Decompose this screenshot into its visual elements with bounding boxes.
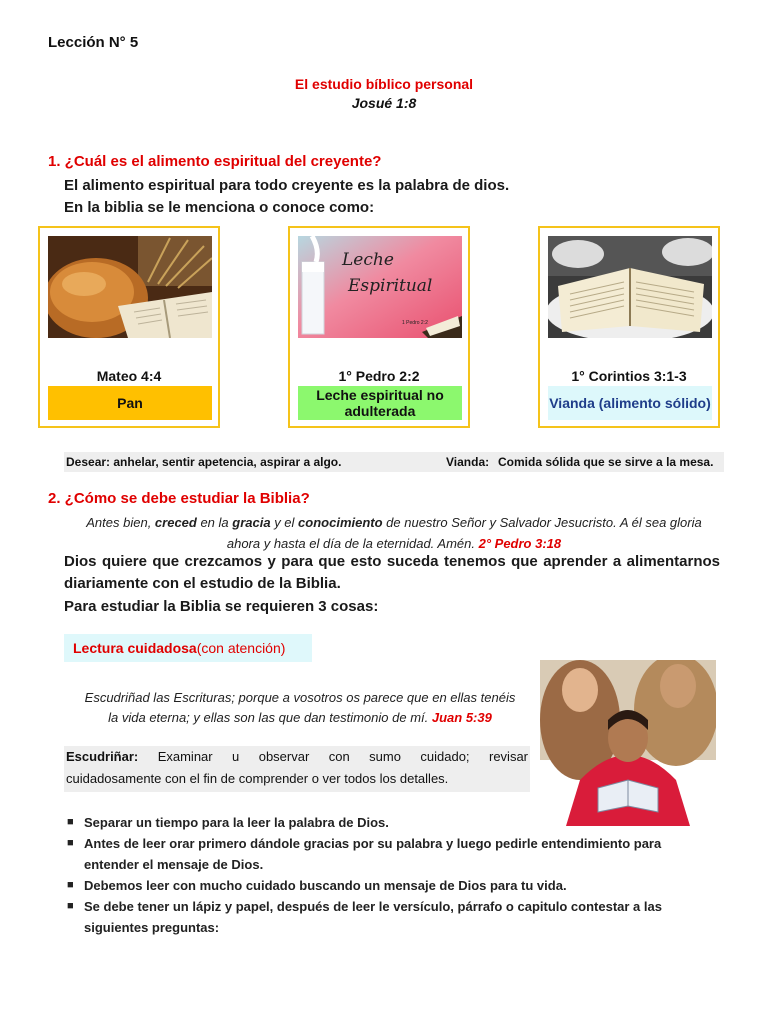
card-reference: 1° Pedro 2:2 xyxy=(338,368,420,384)
study-steps-list xyxy=(64,812,684,938)
question-2: 2. ¿Cómo se debe estudiar la Biblia? xyxy=(48,490,310,507)
card-label: Leche espiritual no adulterada xyxy=(298,386,462,420)
verse2-reference: Juan 5:39 xyxy=(431,710,492,725)
boy-reading-image xyxy=(540,660,716,826)
document-subtitle: Josué 1:8 xyxy=(351,95,417,111)
milk-image-title-1: Leche xyxy=(342,250,394,270)
verse-2-pedro: Antes bien, creced en la gracia y el conocimiento de nuestro Señor y Salvador Jesucristo. A él sea gloria ahora y hasta el día de la eternidad. Amén. 2° Pedro 3:18 xyxy=(86,515,702,551)
verse-reference: 2° Pedro 3:18 xyxy=(478,536,562,551)
careful-reading-label: Lectura cuidadosa (con atención) xyxy=(64,634,312,662)
list-item: ■ Debemos leer con mucho cuidado buscando un mensaje de Dios para tu vida. xyxy=(67,878,567,893)
bible-plate-image xyxy=(548,236,712,338)
definitions-bar xyxy=(64,452,724,472)
lesson-number: Lección N° 5 xyxy=(48,34,139,51)
section2-para1-line2: diariamente con el estudio de la Biblia. xyxy=(64,575,341,592)
card-milk xyxy=(288,226,470,428)
escudrinar-definition: Escudriñar: Examinar u observar con sumo cuidado; revisar cuidadosamente con el fin de comprender o ver todos los detalles. xyxy=(64,746,530,792)
list-item: ■ Antes de leer orar primero dándole gracias por su palabra y luego pedirle entendimiento para entender el mensaje de Dios. xyxy=(67,836,662,872)
card-label: Pan xyxy=(48,386,212,420)
definition-vianda-text: Comida sólida que se sirve a la mesa. xyxy=(498,455,714,469)
card-reference: 1° Corintios 3:1-3 xyxy=(571,368,687,384)
card-reference: Mateo 4:4 xyxy=(96,368,162,384)
section2-para2: Para estudiar la Biblia se requieren 3 cosas: xyxy=(64,598,379,615)
section1-line2: En la biblia se le menciona o conoce como: xyxy=(64,199,375,216)
section2-para1-line1: Dios quiere que crezcamos y para que esto suceda tenemos que aprender a alimentarnos xyxy=(64,553,720,570)
document-title: El estudio bíblico personal xyxy=(294,76,474,92)
card-label: Vianda (alimento sólido) xyxy=(548,386,712,420)
question-1: 1. ¿Cuál es el alimento espiritual del creyente? xyxy=(48,153,382,170)
section1-line1: El alimento espiritual para todo creyente es la palabra de dios. xyxy=(64,177,510,194)
definition-vianda-term: Vianda: xyxy=(446,455,490,469)
milk-image-caption: 1 Pedro 2:2 xyxy=(402,320,428,326)
list-item: ■ Separar un tiempo para la leer la palabra de Dios. xyxy=(67,815,389,830)
card-bread xyxy=(38,226,220,428)
card-solid-food xyxy=(538,226,720,428)
definition-desear: Desear: anhelar, sentir apetencia, aspirar a algo. xyxy=(66,455,342,469)
list-item: ■ Se debe tener un lápiz y papel, después de leer le versículo, párrafo o capitulo contestar a las siguientes preguntas: xyxy=(67,899,662,935)
milk-image-title-2: Espiritual xyxy=(348,276,433,296)
verse-juan: Escudriñad las Escrituras; porque a vosotros os parece que en ellas tenéis la vida eterna; y ellas son las que dan testimonio de mí. Juan 5:39 xyxy=(84,690,516,725)
spiritual-milk-image xyxy=(298,236,462,338)
bread-bible-image xyxy=(48,236,212,338)
